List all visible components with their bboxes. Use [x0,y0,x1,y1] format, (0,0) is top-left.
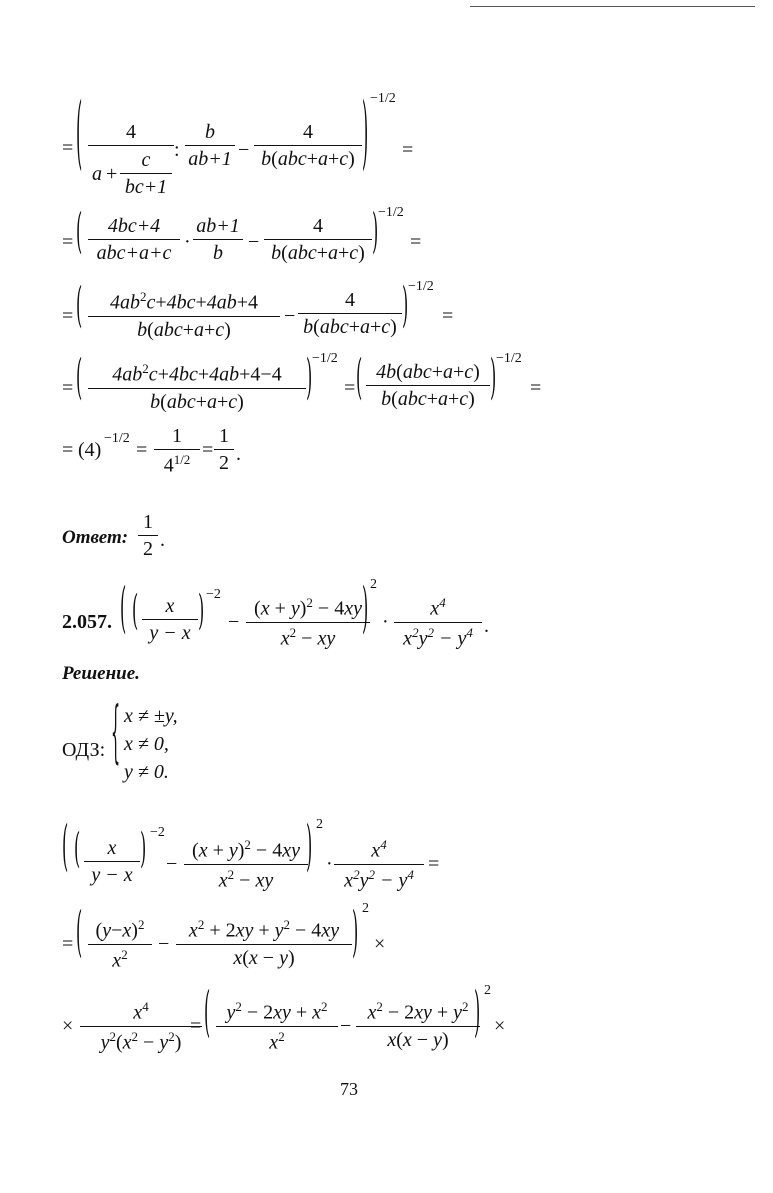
top-rule [470,6,755,7]
problem-number: 2.057. [62,611,112,633]
odz-label: ОДЗ: [62,739,106,761]
solution-label: Решение. [62,663,140,684]
answer-label: Ответ: [62,527,129,548]
odz-condition: x ≠ 0, [124,733,169,755]
page-number: 73 [340,1079,358,1099]
odz-condition: y ≠ 0. [124,761,169,783]
odz-condition: x ≠ ±y, [124,705,178,727]
